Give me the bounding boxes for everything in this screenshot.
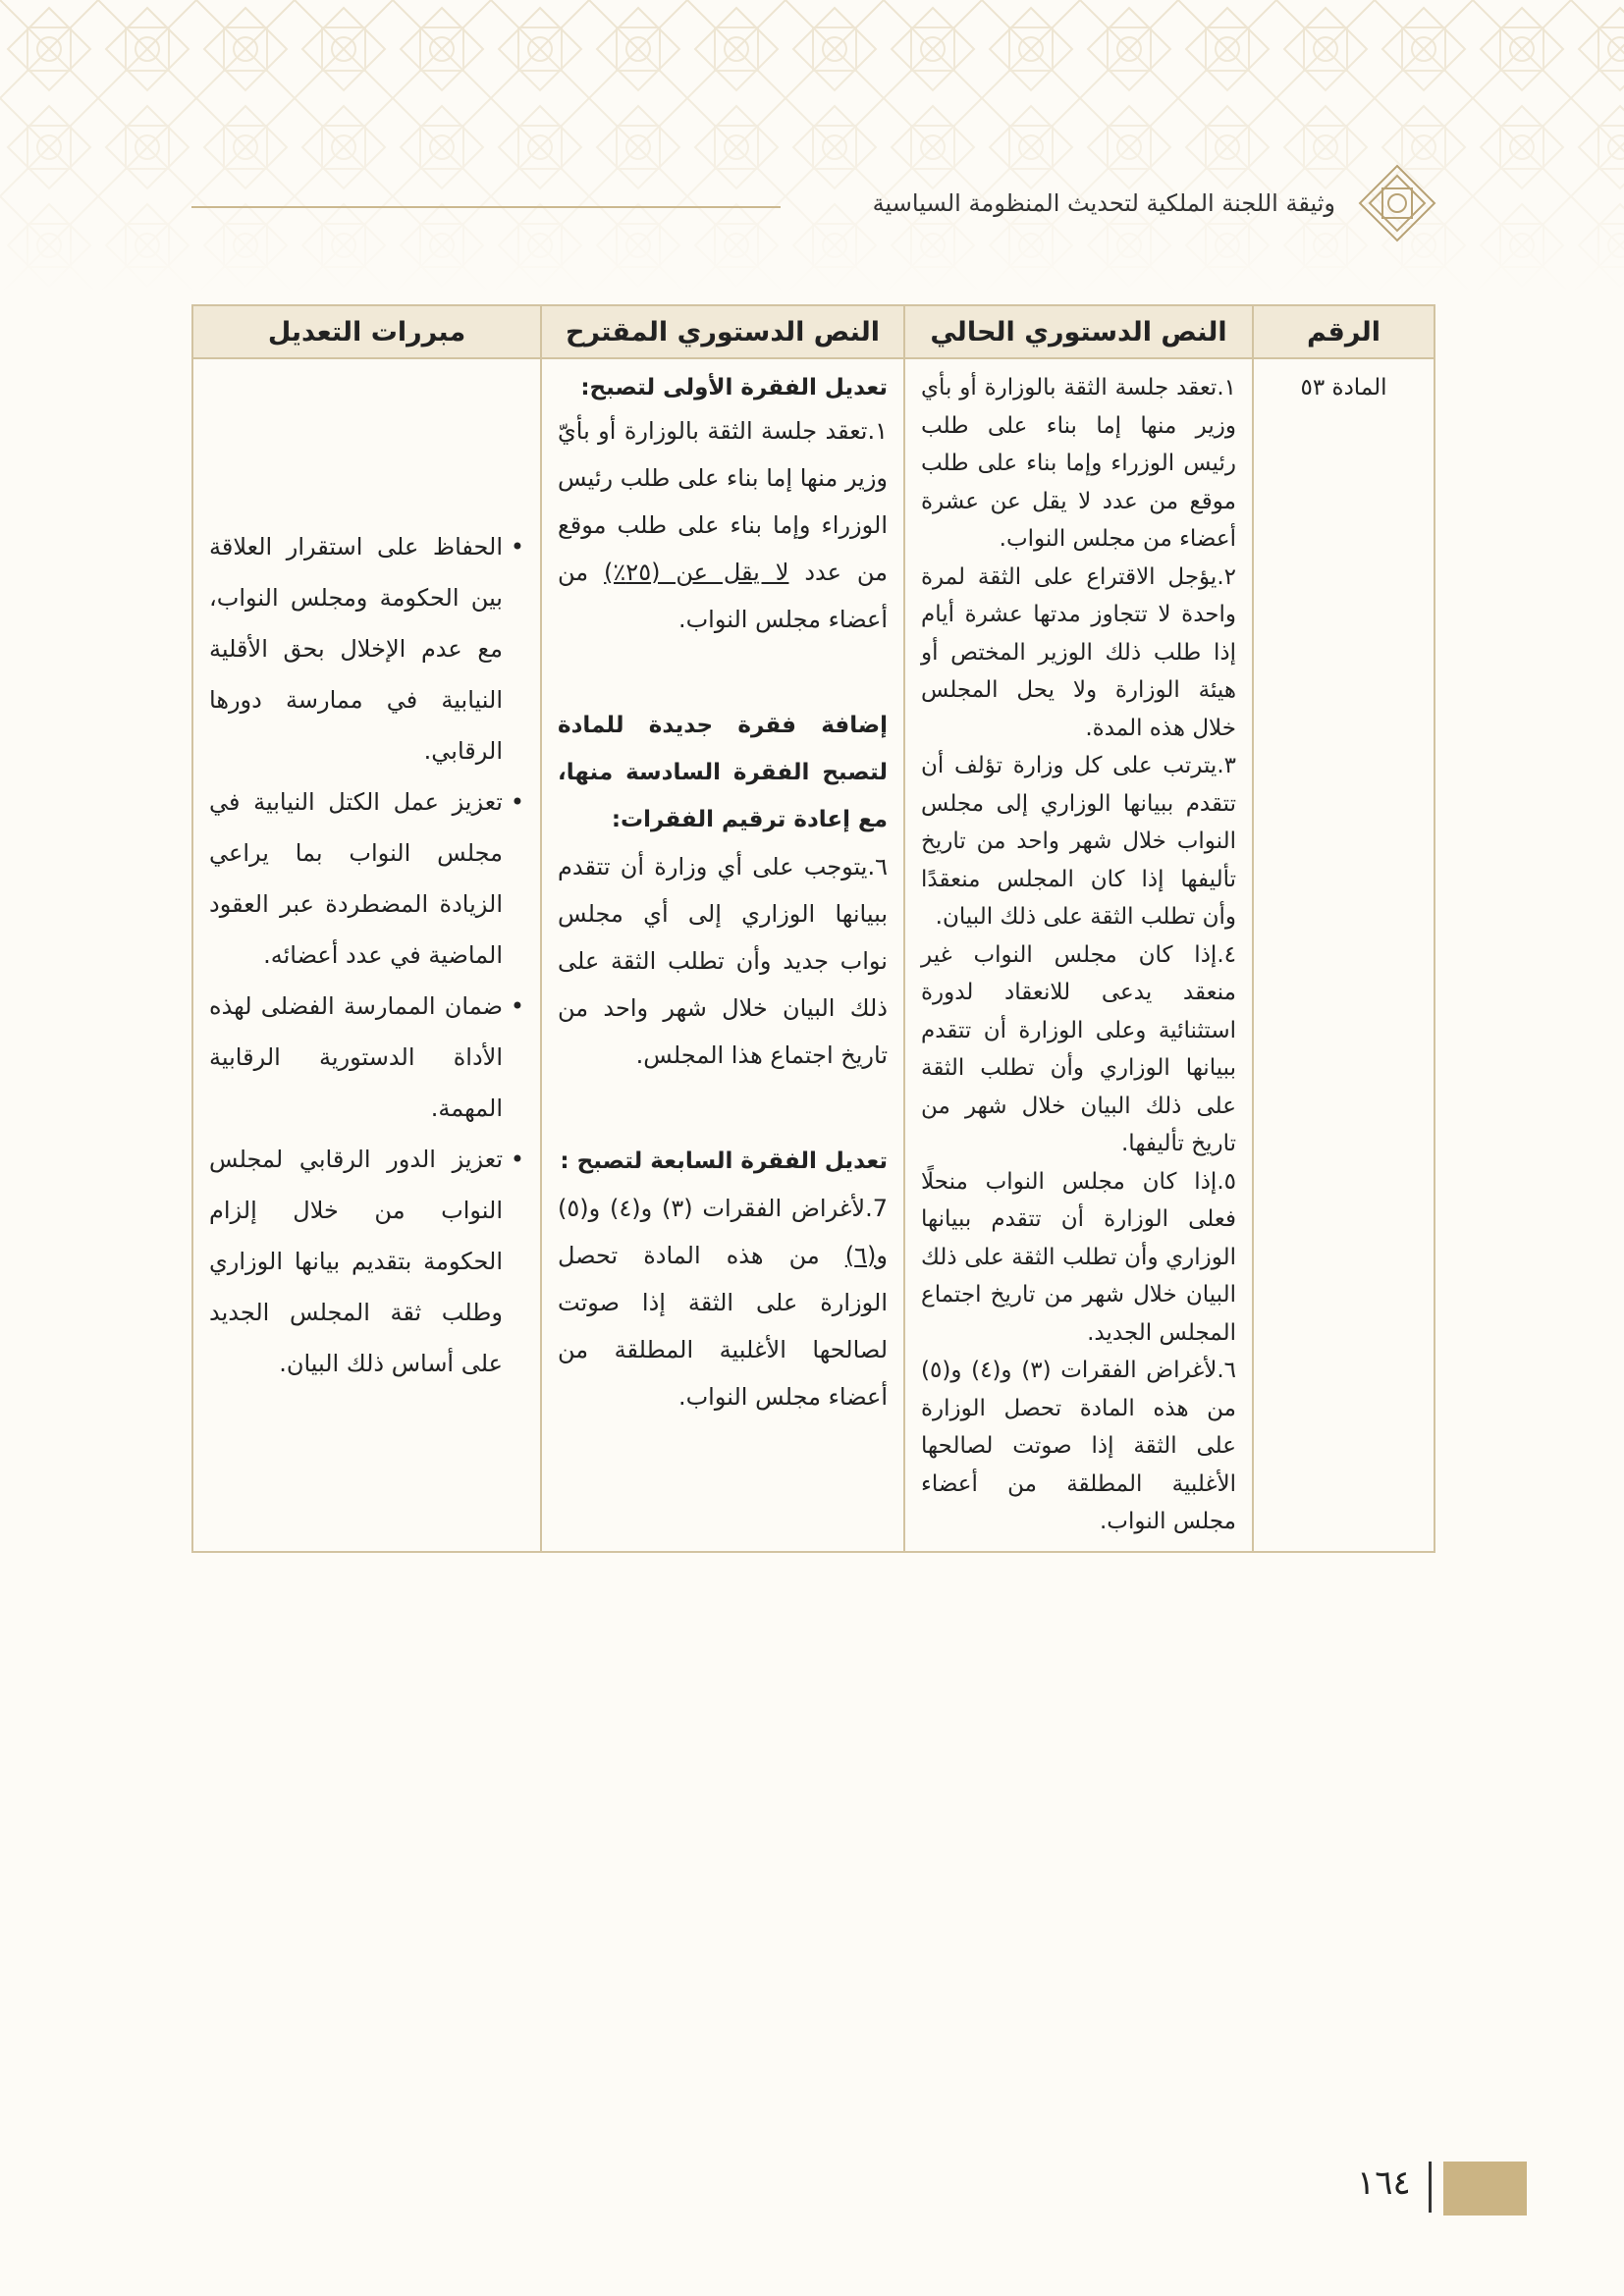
current-paragraph-2: ٢.يؤجل الاقتراع على الثقة لمرة واحدة لا تتجاوز مدتها عشرة أيام إذا طلب ذلك الوزير المختص أو هيئة الوزارة ولا يحل المجلس خلال هذه المدة.	[921, 563, 1236, 741]
document-title: وثيقة اللجنة الملكية لتحديث المنظومة السياسية	[872, 189, 1335, 217]
page-number: ١٦٤	[1357, 2163, 1411, 2203]
decorative-background-pattern	[0, 0, 1624, 294]
underlined-text: لا يقل عن (٢٥٪)	[604, 558, 789, 586]
proposed-heading-1: تعديل الفقرة الأولى لتصبح:	[580, 375, 888, 400]
emblem-icon	[1356, 162, 1438, 244]
table-row	[192, 358, 1435, 1552]
amendments-table	[191, 304, 1435, 1553]
current-paragraph-4: ٤.إذا كان مجلس النواب غير منعقد يدعى للانعقاد لدورة استثنائية وعلى الوزارة أن تتقدم ببيانها الوزاري وأن تطلب الثقة على ذلك البيان خلال شهر من تاريخ تأليفها.	[921, 941, 1236, 1156]
justification-item-1: • الحفاظ على استقرار العلاقة بين الحكومة ومجلس النواب، مع عدم الإخلال بحق الأقلية النيابية في ممارسة دورها الرقابي.	[209, 521, 524, 776]
proposed-paragraph-1	[558, 407, 888, 643]
current-text-cell	[904, 358, 1253, 1552]
proposed-text-part: ١.تعقد جلسة الثقة بالوزارة أو بأيّ وزير منها إما بناء على طلب رئيس الوزراء وإما بناء على طلب موقع من عدد	[558, 416, 888, 586]
footer-divider	[1429, 2162, 1432, 2213]
current-paragraph-6: ٦.لأغراض الفقرات (٣) و(٤) و(٥) من هذه المادة تحصل الوزارة على الثقة إذا صوتت لصالحها الأغلبية المطلقة من أعضاء مجلس النواب.	[921, 1358, 1237, 1534]
proposed-block-1	[558, 369, 888, 643]
footer-accent-block	[1443, 2162, 1527, 2216]
article-number: المادة ٥٣	[1253, 358, 1435, 1552]
justification-item-4: • تعزيز الدور الرقابي لمجلس النواب من خلال إلزام الحكومة بتقديم بيانها الوزاري وطلب ثقة المجلس الجديد على أساس ذلك البيان.	[209, 1134, 524, 1389]
header-divider	[191, 206, 781, 208]
header-number: الرقم	[1253, 305, 1435, 358]
justification-item-3: • ضمان الممارسة الفضلى لهذه الأداة الدستورية الرقابية المهمة.	[209, 981, 524, 1134]
justifications-list	[209, 521, 524, 1389]
current-paragraph-5: ٥.إذا كان مجلس النواب منحلًا فعلى الوزارة أن تتقدم ببيانها الوزاري وأن تطلب الثقة على ذلك البيان خلال شهر من تاريخ اجتماع المجلس الجديد.	[921, 1168, 1236, 1346]
proposed-text-part: من أعضاء مجلس النواب.	[558, 558, 888, 633]
table-header-row	[192, 305, 1435, 358]
justifications-cell	[192, 358, 541, 1552]
underlined-text: (٦)	[844, 1241, 877, 1269]
justification-item-2: • تعزيز عمل الكتل النيابية في مجلس النواب بما يراعي الزيادة المضطردة عبر العقود الماضية في عدد أعضائه.	[209, 776, 524, 981]
header-justifications: مبررات التعديل	[192, 305, 541, 358]
proposed-heading-2: إضافة فقرة جديدة للمادة لتصبح الفقرة السادسة منها، مع إعادة ترقيم الفقرات:	[558, 712, 888, 832]
current-paragraph-3: ٣.يترتب على كل وزارة تؤلف أن تتقدم ببيانها الوزاري إلى مجلس النواب خلال شهر واحد من تاريخ تأليفها إذا كان المجلس منعقدًا وأن تطلب الثقة على ذلك البيان.	[921, 753, 1236, 930]
page-header	[191, 182, 1438, 231]
header-current-text: النص الدستوري الحالي	[904, 305, 1253, 358]
proposed-block-3	[558, 1138, 888, 1420]
header-proposed-text: النص الدستوري المقترح	[541, 305, 904, 358]
proposed-paragraph-3	[558, 1185, 888, 1420]
proposed-block-2	[558, 702, 888, 1079]
proposed-text-part: من هذه المادة تحصل الوزارة على الثقة إذا صوتت لصالحها الأغلبية المطلقة من أعضاء مجلس النواب.	[558, 1241, 888, 1411]
proposed-paragraph-2: ٦.يتوجب على أي وزارة أن تتقدم ببيانها الوزاري إلى أي مجلس نواب جديد وأن تطلب الثقة على ذلك البيان خلال شهر واحد من تاريخ اجتماع هذا المجلس.	[558, 852, 888, 1069]
current-paragraph-1: ١.تعقد جلسة الثقة بالوزارة أو بأي وزير منها إما بناء على طلب رئيس الوزراء وإما بناء على طلب موقع من عدد لا يقل عن عشرة أعضاء من مجلس النواب.	[921, 375, 1236, 552]
proposed-text-cell	[541, 358, 904, 1552]
proposed-text-part: 7.لأغراض الفقرات (٣) و(٤) و(٥) و	[558, 1194, 888, 1269]
proposed-heading-3: تعديل الفقرة السابعة لتصبح :	[560, 1148, 888, 1174]
